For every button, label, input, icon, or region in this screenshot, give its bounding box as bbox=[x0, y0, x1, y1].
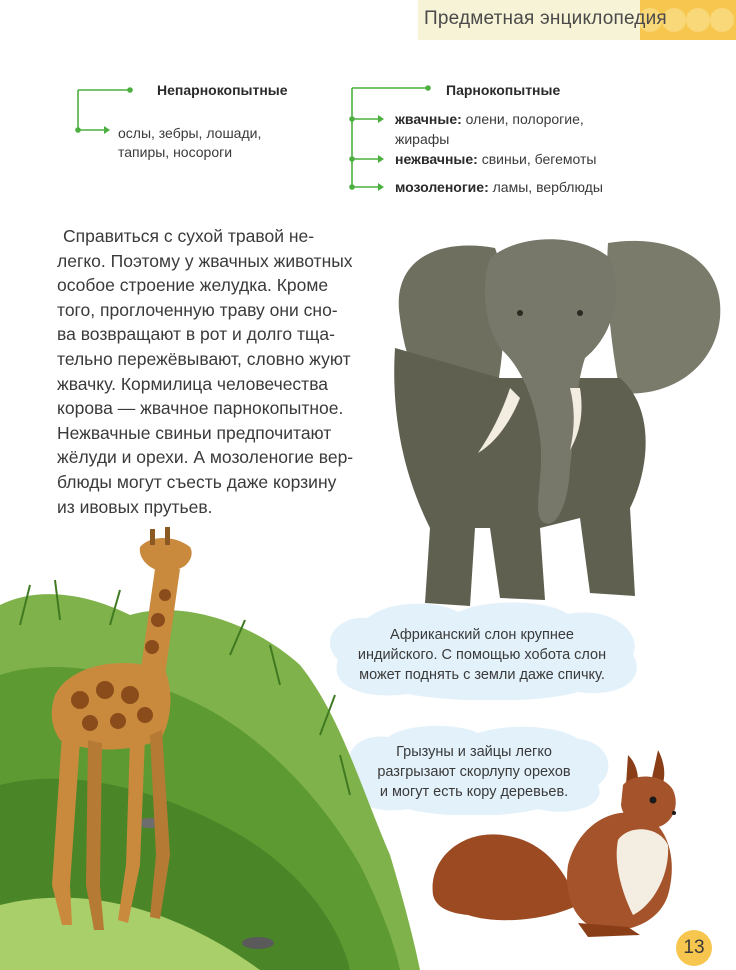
ruminants-row bbox=[395, 110, 584, 129]
odd-toed-title: Непарнокопытные bbox=[157, 82, 288, 98]
ruminants-text-2: жирафы bbox=[395, 131, 450, 147]
even-toed-title: Парнокопытные bbox=[446, 82, 561, 98]
ruminants-label: жвачные: bbox=[395, 111, 462, 127]
header-title: Предметная энциклопедия bbox=[424, 8, 667, 29]
caption-line: и могут есть кору деревьев. bbox=[379, 784, 569, 800]
paragraph-line: тельно пережёвывают, словно жуют bbox=[57, 348, 351, 369]
non-ruminants-label: нежвачные: bbox=[395, 151, 478, 167]
paragraph-line: особое строение желудка. Кроме bbox=[57, 275, 329, 296]
paragraph-line: корова — жвачное парнокопытное. bbox=[57, 398, 344, 419]
non-ruminants-row bbox=[395, 150, 596, 169]
caption-line: индийского. С помощью хобота слон bbox=[357, 647, 607, 663]
caption-line: разгрызают скорлупу орехов bbox=[377, 764, 571, 780]
paragraph-line: жвачку. Кормилица человечества bbox=[57, 373, 329, 394]
odd-toed-list-line-2: тапиры, носороги bbox=[118, 144, 233, 160]
caption-line: Африканский слон крупнее bbox=[390, 627, 574, 643]
odd-toed-list-line-1: ослы, зебры, лошади, bbox=[118, 125, 262, 141]
paragraph-line: Нежвачные свиньи предпочитают bbox=[57, 422, 332, 443]
ruminants-text: олени, полорогие, bbox=[465, 111, 584, 127]
tylopoda-label: мозоленогие: bbox=[395, 179, 489, 195]
main-paragraph bbox=[57, 224, 355, 519]
paragraph-line: ва возвращают в рот и долго тща- bbox=[57, 324, 335, 345]
caption-line: Грызуны и зайцы легко bbox=[396, 744, 552, 760]
squirrel-illustration bbox=[428, 745, 700, 940]
giraffe-illustration bbox=[0, 525, 420, 970]
paragraph-line: того, проглоченную траву они сно- bbox=[57, 299, 338, 320]
tylopoda-row bbox=[395, 178, 603, 197]
paragraph-line: легко. Поэтому у жвачных животных bbox=[57, 250, 353, 271]
paragraph-line: жёлуди и орехи. А мозоленогие вер- bbox=[57, 447, 354, 468]
elephant-illustration bbox=[380, 228, 726, 618]
paragraph-line: блюды могут съесть даже корзину bbox=[57, 471, 337, 492]
page-number: 13 bbox=[676, 930, 712, 966]
tylopoda-text: ламы, верблюды bbox=[492, 179, 603, 195]
non-ruminants-text: свиньи, бегемоты bbox=[481, 151, 597, 167]
paragraph-line: из ивовых прутьев. bbox=[57, 496, 213, 517]
caption-line: может поднять с земли даже спичку. bbox=[359, 667, 605, 683]
paragraph-line: Справиться с сухой травой не- bbox=[63, 226, 315, 246]
